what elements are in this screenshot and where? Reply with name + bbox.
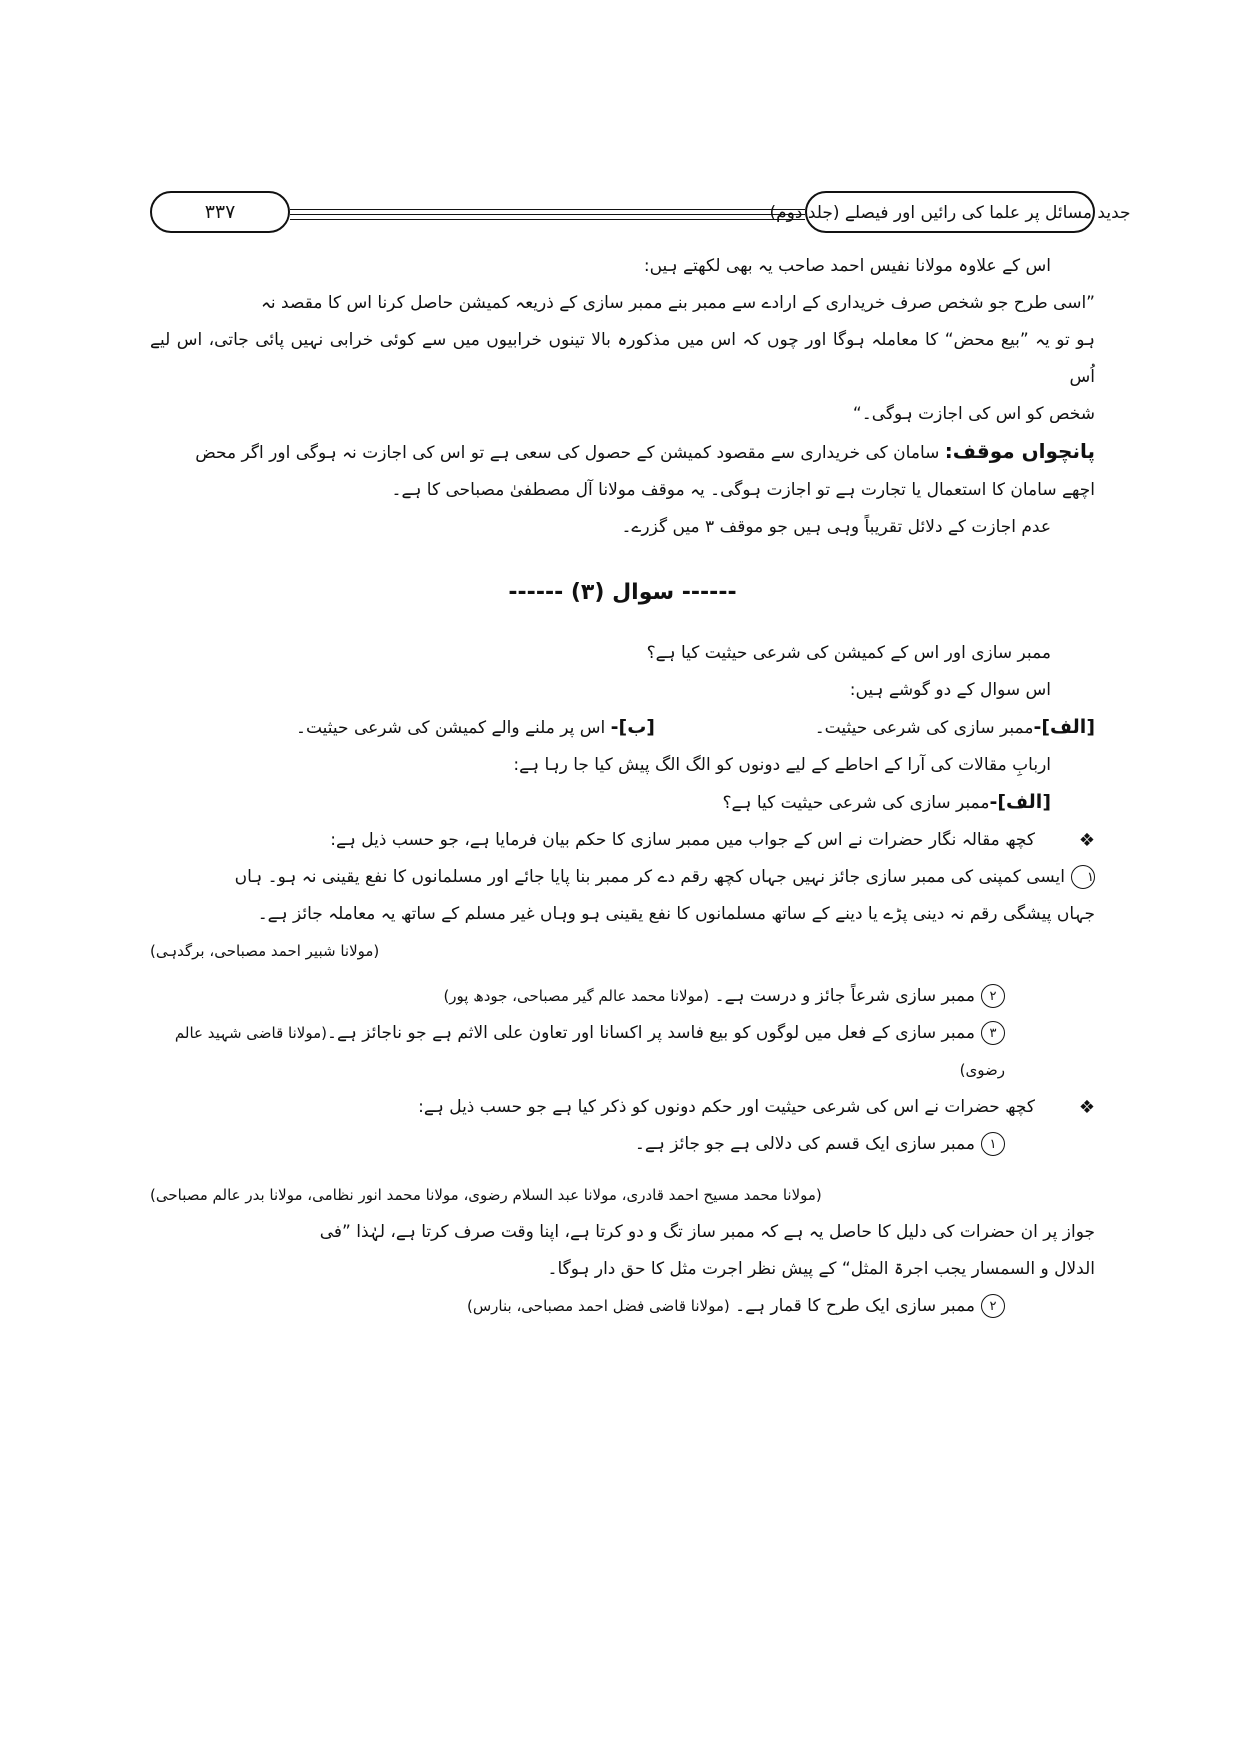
bullet-text: کچھ مقالہ نگار حضرات نے اس کے جواب میں ممبر سازی کا حکم بیان فرمایا ہے، جو حسب ذیل ہے:	[330, 830, 1035, 850]
fifth-position-heading: پانچواں موقف:	[944, 439, 1095, 463]
attribution: (مولانا محمد عالم گیر مصباحی، جودھ پور)	[443, 987, 710, 1005]
sub-a-text: ممبر سازی کی شرعی حیثیت کیا ہے؟	[722, 793, 990, 813]
arbab-line: اربابِ مقالات کی آرا کے احاطے کے لیے دونوں کو الگ الگ پیش کیا جا رہا ہے:	[513, 755, 1051, 775]
item-text: ایسی کمپنی کی ممبر سازی جائز نہیں جہاں کچھ رقم دے کر ممبر بنا پایا جائے اور مسلمانوں کا نفع یقینی نہ ہو۔ ہاں	[234, 867, 1065, 887]
aspect-a	[655, 709, 1095, 747]
question-main: ممبر سازی اور اس کے کمیشن کی شرعی حیثیت کیا ہے؟	[646, 643, 1051, 663]
circled-number: ۳	[981, 1021, 1005, 1045]
numbered-item	[150, 859, 1095, 896]
aspects-row	[150, 709, 1095, 747]
item-text: ممبر سازی ایک طرح کا قمار ہے۔	[735, 1296, 975, 1316]
sub-heading-a	[150, 784, 1095, 822]
bullet-item	[150, 822, 1095, 859]
item-text: جہاں پیشگی رقم نہ دینی پڑے یا دینے کے ساتھ مسلمانوں کا نفع یقینی ہو وہاں غیر مسلم کے ساتھ یہ معاملہ جائز ہے۔	[257, 904, 1095, 924]
item-text: ممبر سازی کے فعل میں لوگوں کو بیع فاسد پر اکسانا اور تعاون علی الاثم ہے جو ناجائز ہے۔	[326, 1023, 975, 1043]
quote-line: ہو تو یہ ”بیع محض“ کا معاملہ ہوگا اور چوں کہ اس میں مذکورہ بالا تینوں خرابیوں میں سے کوئی خرابی نہیں پائی جاتی، اس لیے اُس	[150, 330, 1095, 387]
aspect-a-label: [الف]-	[1033, 716, 1095, 738]
numbered-item	[150, 1126, 1095, 1163]
numbered-item	[150, 1015, 1095, 1089]
header-rule	[290, 219, 805, 220]
aspect-b	[150, 709, 655, 747]
fifth-position-text: عدم اجازت کے دلائل تقریباً وہی ہیں جو موقف ۳ میں گزرے۔	[621, 517, 1051, 537]
bullet-text: کچھ حضرات نے اس کی شرعی حیثیت اور حکم دونوں کو ذکر کیا ہے جو حسب ذیل ہے:	[418, 1097, 1035, 1117]
aspect-b-label: [ب]-	[610, 716, 655, 738]
header-rule	[290, 214, 805, 215]
fifth-position-paragraph	[150, 433, 1095, 472]
sub-a-label: [الف]-	[989, 791, 1051, 813]
fifth-position-text: سامان کی خریداری سے مقصود کمیشن کے حصول کی سعی ہے تو اس کی اجازت نہ ہوگی اور اگر محض	[195, 443, 940, 463]
page-body	[150, 248, 1095, 1325]
book-title: جدید مسائل پر علما کی رائیں اور فیصلے (جلد دوم)	[805, 191, 1095, 233]
attribution: (مولانا شبیر احمد مصباحی، برگدہی)	[150, 942, 380, 960]
diamond-bullet-icon: ❖	[1078, 830, 1095, 851]
intro-line: اس کے علاوہ مولانا نفیس احمد صاحب یہ بھی لکھتے ہیں:	[643, 256, 1051, 276]
quote-line: ”اسی طرح جو شخص صرف خریداری کے ارادے سے ممبر بنے ممبر سازی کے ذریعہ کمیشن حاصل کرنا اس کا مقصد نہ	[260, 293, 1095, 313]
numbered-item	[150, 978, 1095, 1015]
circled-number: ۱	[1071, 865, 1095, 889]
question-aspects: اس سوال کے دو گوشے ہیں:	[849, 680, 1051, 700]
page-header	[150, 185, 1131, 235]
attribution: (مولانا قاضی فضل احمد مصباحی، بنارس)	[467, 1297, 730, 1315]
aspect-b-text: اس پر ملنے والے کمیشن کی شرعی حیثیت۔	[296, 718, 606, 738]
jawaz-line: الدلال و السمسار یجب اجرۃ المثل“ کے پیش نظر اجرت مثل کا حق دار ہوگا۔	[547, 1259, 1095, 1279]
page-number: ۳۳۷	[150, 191, 290, 233]
circled-number: ۲	[981, 984, 1005, 1008]
numbered-item	[150, 1288, 1095, 1325]
diamond-bullet-icon: ❖	[1078, 1097, 1095, 1118]
bullet-item	[150, 1089, 1095, 1126]
aspect-a-text: ممبر سازی کی شرعی حیثیت۔	[814, 718, 1034, 738]
header-rule	[290, 209, 805, 210]
jawaz-line: جواز پر ان حضرات کی دلیل کا حاصل یہ ہے کہ ممبر ساز تگ و دو کرتا ہے، اپنا وقت صرف کرتا ہے، لہٰذا ”فی	[319, 1222, 1095, 1242]
attribution: (مولانا محمد مسیح احمد قادری، مولانا عبد السلام رضوی، مولانا محمد انور نظامی، مولانا بدر عالم مصباحی)	[150, 1186, 822, 1204]
circled-number: ۲	[981, 1294, 1005, 1318]
item-text: ممبر سازی شرعاً جائز و درست ہے۔	[714, 986, 975, 1006]
section-title: ------ سوال (۳) ------	[508, 580, 737, 605]
circled-number: ۱	[981, 1132, 1005, 1156]
quote-line: شخص کو اس کی اجازت ہوگی۔“	[852, 404, 1095, 424]
item-text: ممبر سازی ایک قسم کی دلالی ہے جو جائز ہے۔	[634, 1134, 975, 1154]
fifth-position-text: اچھے سامان کا استعمال یا تجارت ہے تو اجازت ہوگی۔ یہ موقف مولانا آل مصطفیٰ مصباحی کا ہے۔	[391, 480, 1095, 500]
attribution: (مولانا قاضی شہید عالم رضوی)	[174, 1024, 1005, 1079]
